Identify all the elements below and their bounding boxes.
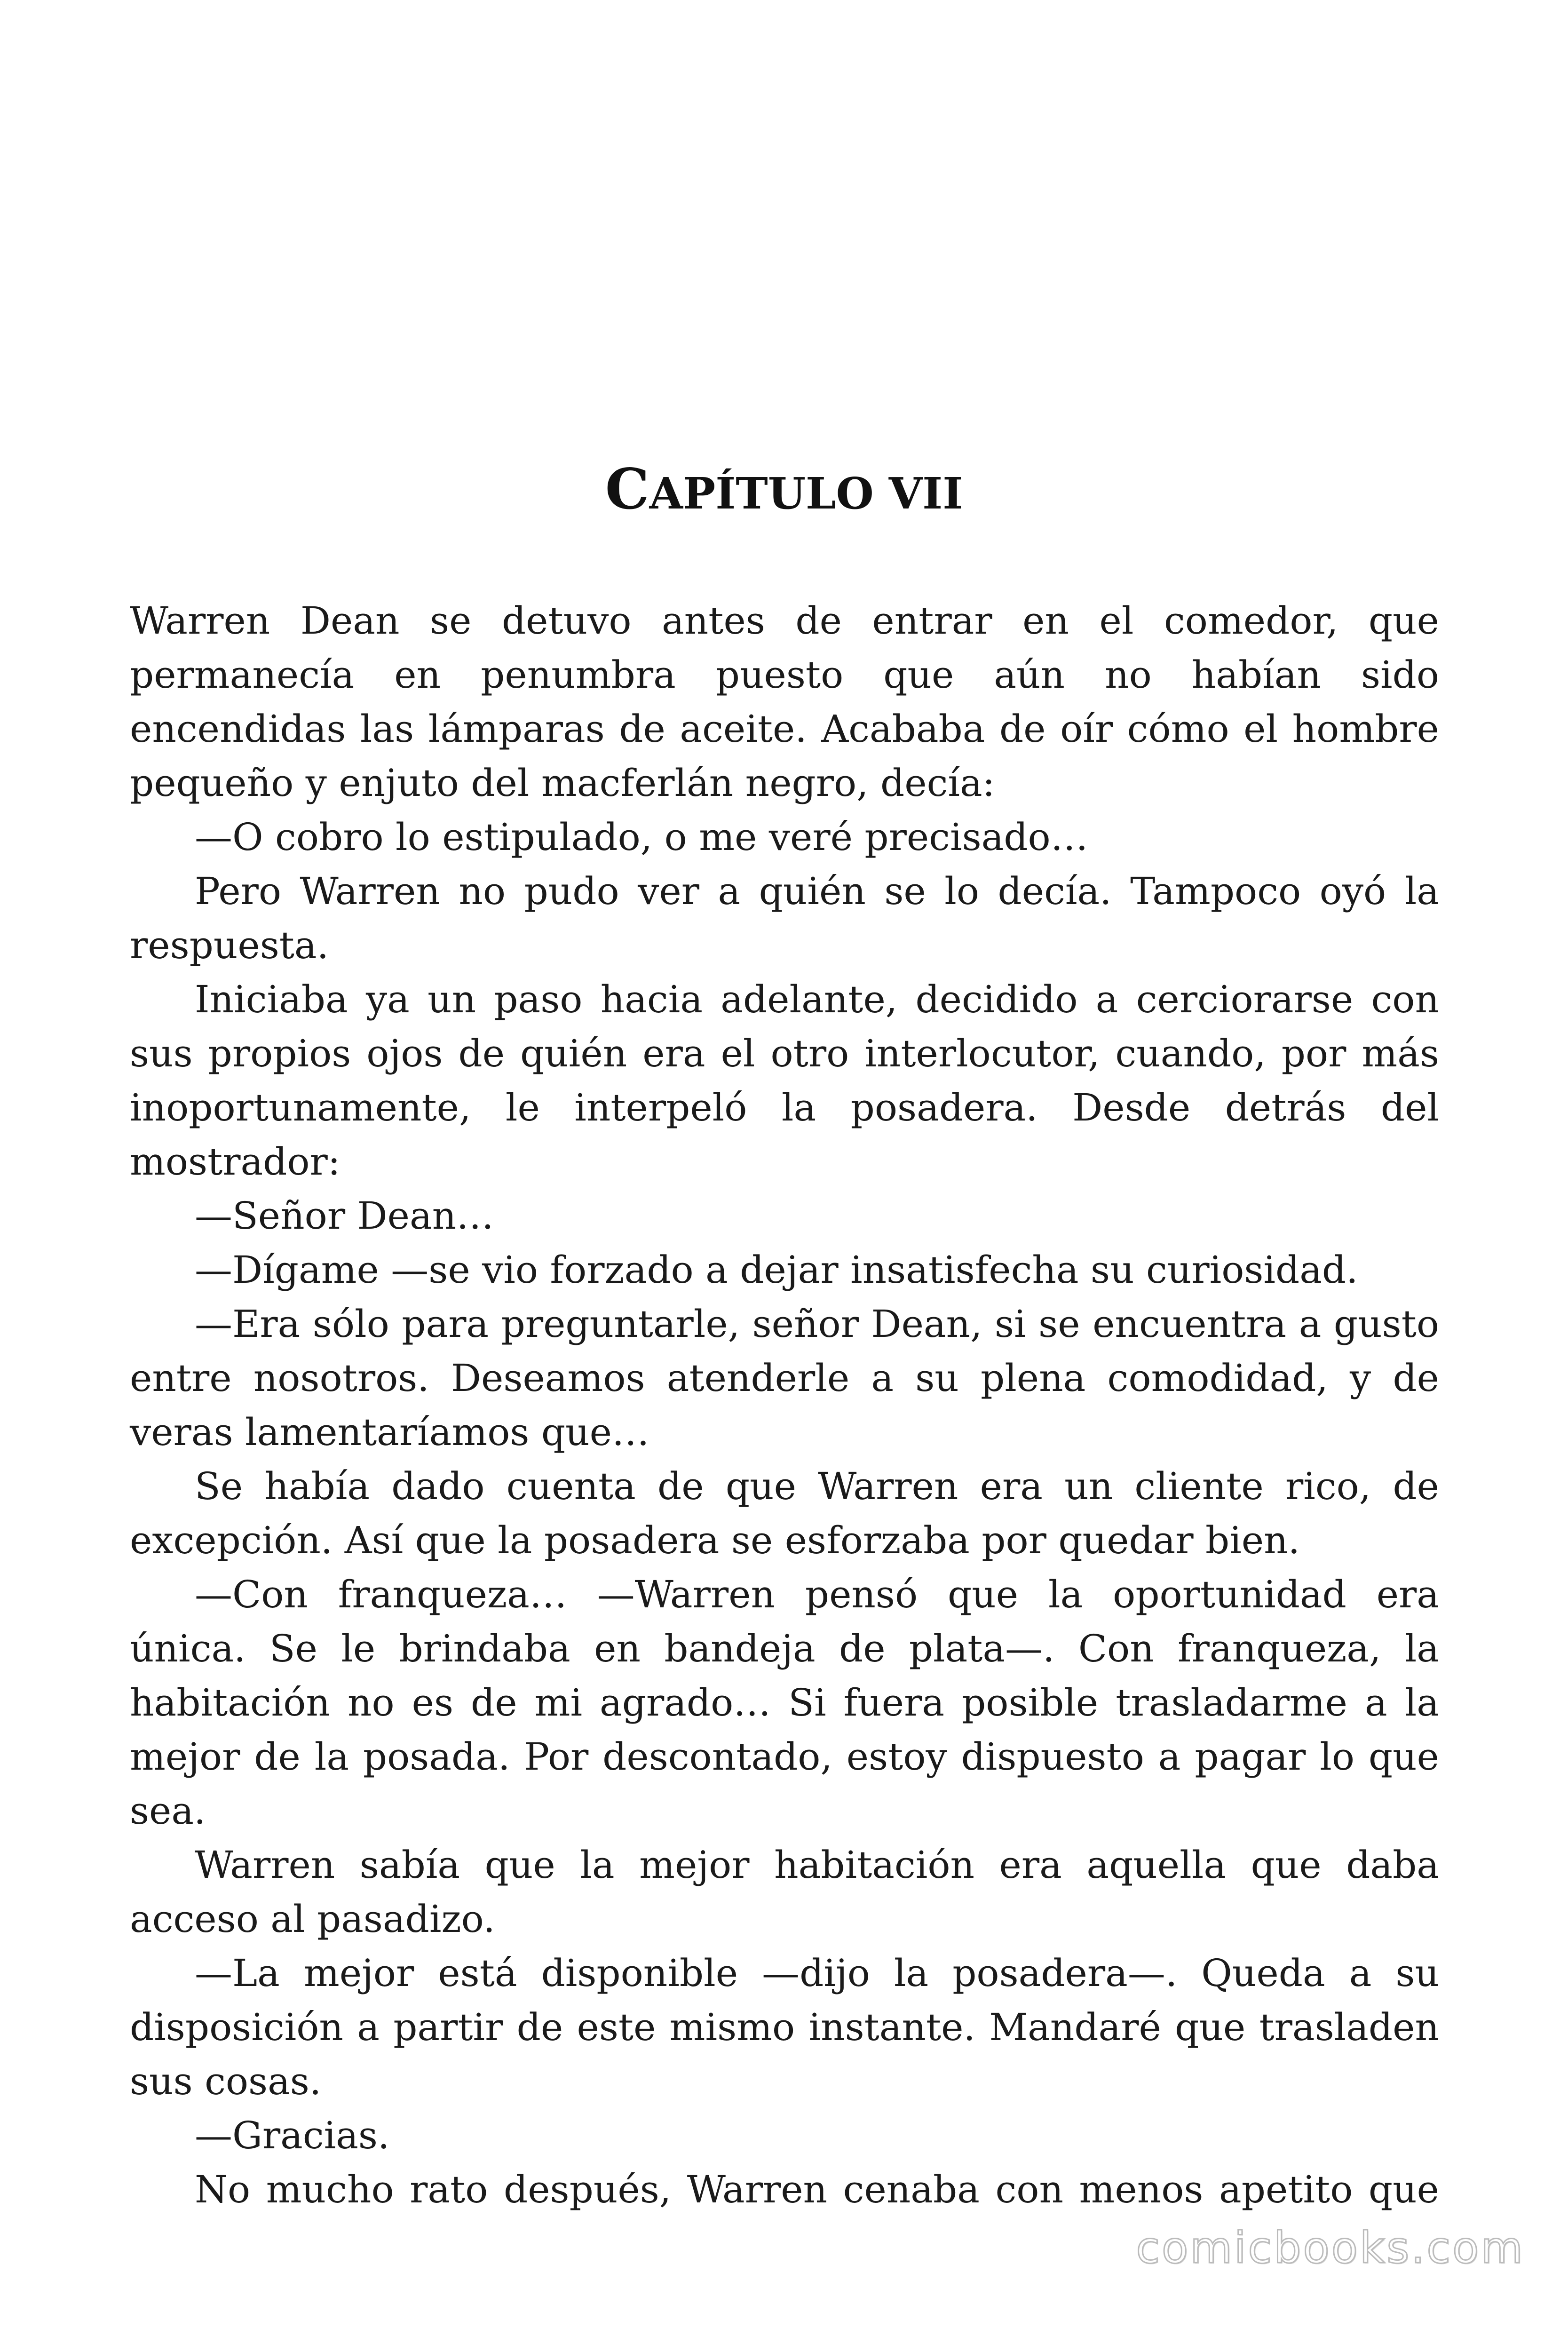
paragraph: —Con franqueza… —Warren pensó que la oportunidad era única. Se le brindaba en bandeja de plata—. Con franqueza, la habitación no es de mi agrado… Si fuera posible trasladarme a la mejor de la posada. Por descontado, estoy dispuesto a pagar lo que sea. [130,1573,1439,1833]
paragraph: Pero Warren no pudo ver a quién se lo decía. Tampoco oyó la respuesta. [130,869,1439,967]
paragraph: —Era sólo para preguntarle, señor Dean, si se encuentra a gusto entre nosotros. Deseamos atenderle a su plena comodidad, y de veras lamentaríamos que… [130,1302,1439,1454]
paragraph: Se había dado cuenta de que Warren era un cliente rico, de excepción. Así que la posadera se esforzaba por quedar bien. [130,1464,1439,1562]
paragraph: Warren sabía que la mejor habitación era aquella que daba acceso al pasadizo. [130,1843,1439,1941]
chapter-title-initial: C [605,456,649,522]
paragraph: —Dígame —se vio forzado a dejar insatisfecha su curiosidad. [195,1248,1358,1292]
chapter-title [0,454,1568,529]
paragraph: Warren Dean se detuvo antes de entrar en el comedor, que permanecía en penumbra puesto que aún no habían sido encendidas las lámparas de aceite. Acababa de oír cómo el hombre pequeño y enjuto del macferlán negro, decía: [130,599,1439,805]
chapter-body [130,594,1439,2217]
paragraph-last: No mucho rato después, Warren cenaba con menos apetito que [195,2168,1439,2211]
paragraph: —Señor Dean… [195,1194,494,1238]
chapter-title-rest: APÍTULO VII [649,468,963,519]
paragraph: —Gracias. [195,2114,390,2157]
paragraph: Iniciaba ya un paso hacia adelante, decidido a cerciorarse con sus propios ojos de quién era el otro interlocutor, cuando, por más inoportunamente, le interpeló la posadera. Desde detrás del mostrador: [130,977,1439,1184]
paragraph: —La mejor está disponible —dijo la posadera—. Queda a su disposición a partir de este mismo instante. Mandaré que trasladen sus cosas. [130,1951,1439,2103]
paragraph: —O cobro lo estipulado, o me veré precisado… [195,815,1088,859]
watermark: comicbooks.com [1136,2223,1525,2273]
